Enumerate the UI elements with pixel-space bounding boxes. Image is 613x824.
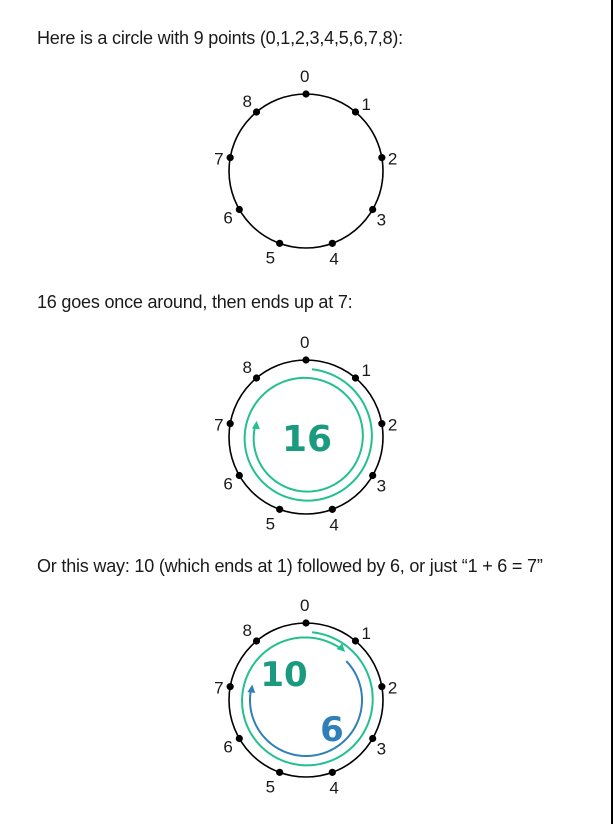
number-sixteen: 16 xyxy=(281,419,333,460)
number-ten: 10 xyxy=(260,655,308,695)
number-six: 6 xyxy=(320,710,344,750)
point-label-1: 1 xyxy=(361,624,371,644)
point-dot-5 xyxy=(276,769,283,776)
circle-outline xyxy=(229,623,383,777)
caption-ten-plus-six: Or this way: 10 (which ends at 1) followed by 6, or just “1 + 6 = 7” xyxy=(37,556,543,576)
point-label-8: 8 xyxy=(242,92,252,112)
point-dot-6 xyxy=(236,735,243,742)
point-label-4: 4 xyxy=(329,778,339,798)
point-dot-8 xyxy=(253,637,260,644)
point-label-6: 6 xyxy=(223,208,233,228)
point-label-1: 1 xyxy=(361,361,371,381)
point-label-6: 6 xyxy=(223,474,233,494)
point-label-5: 5 xyxy=(265,514,276,534)
point-label-3: 3 xyxy=(376,210,387,230)
point-label-7: 7 xyxy=(214,149,224,169)
point-label-7: 7 xyxy=(214,415,224,435)
point-label-1: 1 xyxy=(361,95,371,115)
point-dot-4 xyxy=(329,769,336,776)
point-dot-7 xyxy=(227,683,234,690)
point-label-5: 5 xyxy=(265,248,276,268)
point-dot-1 xyxy=(352,637,359,644)
point-label-8: 8 xyxy=(242,621,252,641)
point-label-6: 6 xyxy=(223,737,233,757)
caption-sixteen: 16 goes once around, then ends up at 7: xyxy=(37,292,353,312)
point-dot-2 xyxy=(378,683,385,690)
point-label-0: 0 xyxy=(300,333,310,352)
point-label-0: 0 xyxy=(300,596,310,615)
point-dot-3 xyxy=(369,735,376,742)
point-label-2: 2 xyxy=(387,415,398,435)
point-label-7: 7 xyxy=(214,678,224,698)
point-label-5: 5 xyxy=(265,777,276,797)
ten-spiral-arrow xyxy=(242,632,373,765)
point-label-0: 0 xyxy=(300,67,310,86)
point-label-4: 4 xyxy=(329,515,339,535)
point-label-2: 2 xyxy=(387,149,398,169)
point-label-8: 8 xyxy=(242,358,252,378)
caption-circle-intro: Here is a circle with 9 points (0,1,2,3,4,5,6,7,8): xyxy=(37,28,403,48)
point-label-3: 3 xyxy=(376,476,387,496)
point-label-2: 2 xyxy=(387,678,398,698)
point-dot-0 xyxy=(302,619,309,626)
six-arrowhead-icon xyxy=(247,685,255,693)
point-label-3: 3 xyxy=(376,739,387,759)
point-label-4: 4 xyxy=(329,249,339,269)
